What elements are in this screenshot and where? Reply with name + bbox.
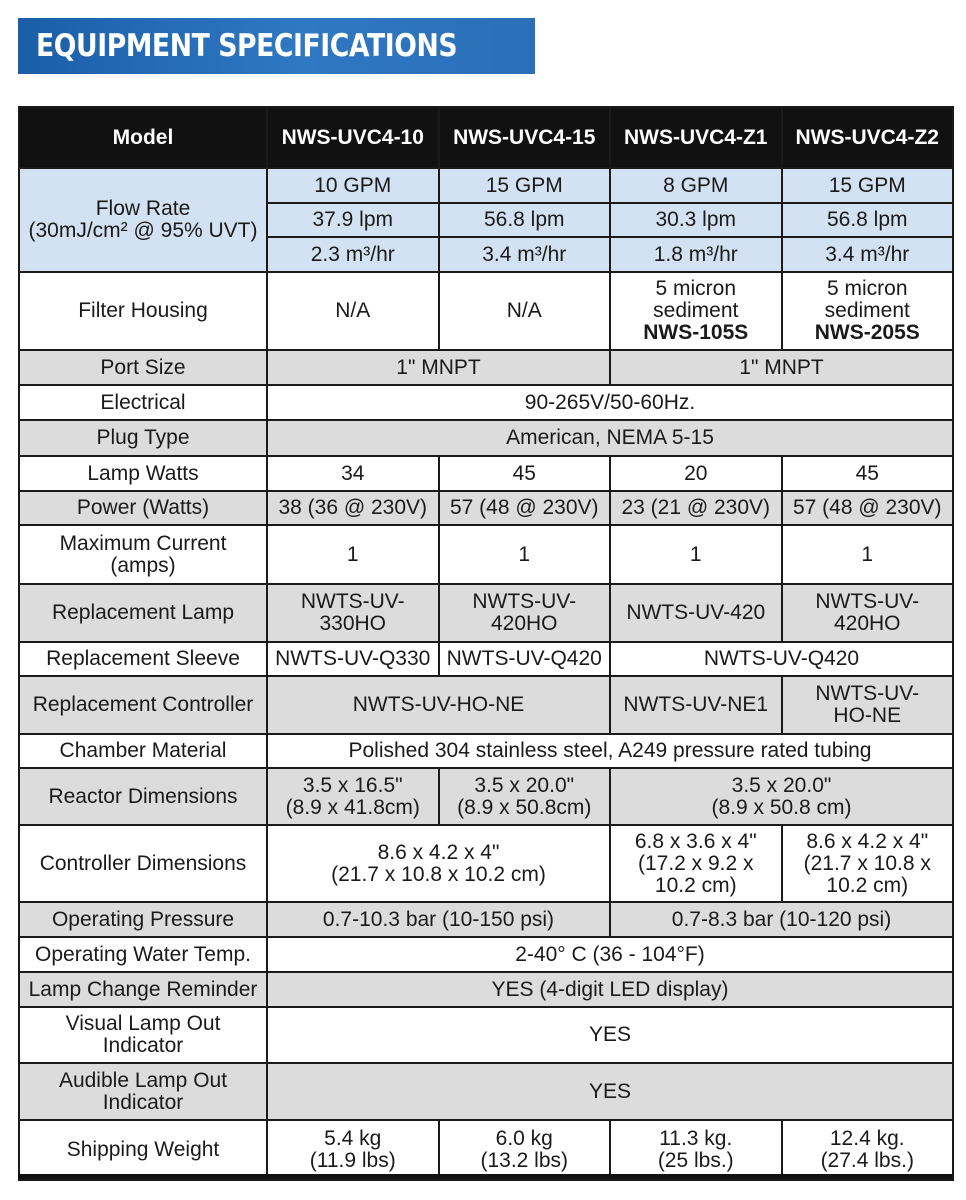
replacement-lamp-4: NWTS-UV-420HO [782,584,954,642]
power-3: 23 (21 @ 230V) [610,491,782,525]
audible-lamp-out-row [19,1063,953,1120]
shipping-weight-row [19,1120,953,1180]
header-model-2: NWS-UVC4-15 [439,107,611,168]
operating-pressure-b: 0.7-8.3 bar (10-120 psi) [610,902,953,937]
replacement-controller-b: NWTS-UV-NE1 [610,676,782,734]
operating-temp-label: Operating Water Temp. [19,937,267,972]
visual-lamp-out-label-line1: Visual Lamp Out [65,1012,221,1035]
reactor-dimensions-c [610,768,953,825]
shipping-weight-2 [439,1120,611,1180]
lamp-change-reminder-row [19,972,953,1007]
filter-housing-3-line2: sediment [653,299,739,322]
flow-gpm-3: 8 GPM [610,168,782,203]
replacement-controller-label: Replacement Controller [19,676,267,734]
shipping-weight-label: Shipping Weight [19,1120,267,1180]
power-2: 57 (48 @ 230V) [439,491,611,525]
audible-lamp-out-label-line1: Audible Lamp Out [58,1068,228,1092]
electrical-row [19,385,953,420]
replacement-sleeve-1: NWTS-UV-Q330 [267,642,439,676]
flow-gpm-4: 15 GPM [782,168,954,203]
flow-gpm-1: 10 GPM [267,168,439,203]
flow-lpm-1: 37.9 lpm [267,203,439,237]
max-current-label-line2: (amps) [110,553,176,577]
filter-housing-4 [782,272,954,350]
flow-rate-gpm-row [19,168,953,203]
electrical-value: 90-265V/50-60Hz. [267,385,953,420]
plug-type-label: Plug Type [19,420,267,456]
audible-lamp-out-label-line2: Indicator [102,1090,184,1114]
filter-housing-4-line2: sediment [824,299,910,322]
shipping-weight-1-lbs: (11.9 lbs) [309,1149,396,1172]
controller-dimensions-b-line1: 6.8 x 3.6 x 4" [634,829,757,853]
filter-housing-row [19,272,953,350]
reactor-dimensions-label: Reactor Dimensions [19,768,267,825]
filter-housing-2: N/A [439,272,611,350]
filter-housing-label: Filter Housing [19,272,267,350]
operating-temp-row [19,937,953,972]
max-current-label-line1: Maximum Current [59,531,227,555]
flow-rate-label-line1: Flow Rate [95,197,191,220]
section-title: EQUIPMENT SPECIFICATIONS [36,28,458,64]
replacement-controller-c-line1: NWTS-UV- [815,682,920,705]
controller-dimensions-c [782,825,954,902]
shipping-weight-2-kg: 6.0 kg [495,1127,553,1150]
reactor-dimensions-row [19,768,953,825]
operating-temp-value: 2-40° C (36 - 104°F) [267,937,953,972]
replacement-lamp-label: Replacement Lamp [19,584,267,642]
electrical-label: Electrical [19,385,267,420]
lamp-watts-label: Lamp Watts [19,456,267,491]
visual-lamp-out-label-line2: Indicator [102,1034,184,1057]
header-row [19,107,953,168]
shipping-weight-1 [267,1120,439,1180]
controller-dimensions-a-line2: (21.7 x 10.8 x 10.2 cm) [331,862,546,886]
lamp-watts-2: 45 [439,456,611,491]
reactor-dimensions-c-line2: (8.9 x 50.8 cm) [711,795,852,819]
plug-type-value: American, NEMA 5-15 [267,420,953,456]
header-model-4: NWS-UVC4-Z2 [782,107,954,168]
replacement-sleeve-2: NWTS-UV-Q420 [439,642,611,676]
flow-gpm-2: 15 GPM [439,168,611,203]
visual-lamp-out-value: YES [267,1007,953,1063]
filter-housing-3-line1: 5 micron [655,277,737,300]
replacement-controller-c [782,676,954,734]
flow-lpm-4: 56.8 lpm [782,203,954,237]
operating-pressure-row [19,902,953,937]
shipping-weight-2-lbs: (13.2 lbs) [480,1149,569,1172]
flow-m3hr-3: 1.8 m³/hr [610,237,782,272]
max-current-1: 1 [267,525,439,584]
flow-m3hr-2: 3.4 m³/hr [439,237,611,272]
controller-dimensions-a-line1: 8.6 x 4.2 x 4" [377,840,500,864]
replacement-lamp-1: NWTS-UV-330HO [267,584,439,642]
max-current-4: 1 [782,525,954,584]
flow-m3hr-4: 3.4 m³/hr [782,237,954,272]
lamp-watts-1: 34 [267,456,439,491]
max-current-label [19,525,267,584]
filter-housing-3-model: NWS-105S [643,321,749,344]
shipping-weight-1-kg: 5.4 kg [324,1127,382,1150]
controller-dimensions-b-line2: (17.2 x 9.2 x [637,851,754,875]
controller-dimensions-b [610,825,782,902]
power-row [19,491,953,525]
flow-m3hr-1: 2.3 m³/hr [267,237,439,272]
reactor-dimensions-a [267,768,439,825]
flow-lpm-2: 56.8 lpm [439,203,611,237]
port-size-b: 1" MNPT [610,350,953,385]
plug-type-row [19,420,953,456]
shipping-weight-3 [610,1120,782,1180]
port-size-label: Port Size [19,350,267,385]
replacement-controller-a: NWTS-UV-HO-NE [267,676,610,734]
lamp-change-reminder-value: YES (4-digit LED display) [267,972,953,1007]
operating-pressure-label: Operating Pressure [19,902,267,937]
spec-table [18,106,954,1181]
chamber-material-value: Polished 304 stainless steel, A249 pressure rated tubing [267,734,953,768]
controller-dimensions-c-line3: 10.2 cm) [826,873,909,897]
max-current-2: 1 [439,525,611,584]
audible-lamp-out-label [19,1063,267,1120]
replacement-controller-row [19,676,953,734]
operating-pressure-a: 0.7-10.3 bar (10-150 psi) [267,902,610,937]
controller-dimensions-row [19,825,953,902]
power-label: Power (Watts) [19,491,267,525]
shipping-weight-4-kg: 12.4 kg. [829,1127,905,1150]
visual-lamp-out-row [19,1007,953,1063]
max-current-3: 1 [610,525,782,584]
shipping-weight-3-lbs: (25 lbs.) [657,1149,734,1172]
reactor-dimensions-a-line2: (8.9 x 41.8cm) [285,795,420,819]
max-current-row [19,525,953,584]
reactor-dimensions-a-line1: 3.5 x 16.5" [302,773,403,797]
chamber-material-label: Chamber Material [19,734,267,768]
controller-dimensions-a [267,825,610,902]
power-1: 38 (36 @ 230V) [267,491,439,525]
reactor-dimensions-b-line2: (8.9 x 50.8cm) [457,795,592,819]
header-model-3: NWS-UVC4-Z1 [610,107,782,168]
replacement-lamp-3: NWTS-UV-420 [610,584,782,642]
shipping-weight-4 [782,1120,954,1180]
replacement-sleeve-row [19,642,953,676]
shipping-weight-4-lbs: (27.4 lbs.) [820,1149,914,1172]
visual-lamp-out-label [19,1007,267,1063]
power-4: 57 (48 @ 230V) [782,491,954,525]
replacement-sleeve-label: Replacement Sleeve [19,642,267,676]
filter-housing-4-line1: 5 micron [826,277,908,300]
section-banner [18,18,535,74]
filter-housing-1: N/A [267,272,439,350]
bottom-rule [18,1174,952,1179]
lamp-watts-3: 20 [610,456,782,491]
chamber-material-row [19,734,953,768]
controller-dimensions-b-line3: 10.2 cm) [654,873,737,897]
replacement-controller-c-line2: HO-NE [833,704,902,727]
replacement-lamp-row [19,584,953,642]
replacement-lamp-2: NWTS-UV-420HO [439,584,611,642]
header-model-1: NWS-UVC4-10 [267,107,439,168]
lamp-change-reminder-label: Lamp Change Reminder [19,972,267,1007]
controller-dimensions-c-line2: (21.7 x 10.8 x [803,851,931,875]
flow-rate-label [19,168,267,272]
lamp-watts-row [19,456,953,491]
flow-lpm-3: 30.3 lpm [610,203,782,237]
controller-dimensions-label: Controller Dimensions [19,825,267,902]
header-model-label: Model [19,107,267,168]
filter-housing-4-model: NWS-205S [814,321,920,344]
controller-dimensions-c-line1: 8.6 x 4.2 x 4" [806,829,929,853]
port-size-a: 1" MNPT [267,350,610,385]
reactor-dimensions-c-line1: 3.5 x 20.0" [731,773,832,797]
lamp-watts-4: 45 [782,456,954,491]
audible-lamp-out-value: YES [267,1063,953,1120]
shipping-weight-3-kg: 11.3 kg. [659,1127,733,1150]
flow-rate-label-line2: (30mJ/cm² @ 95% UVT) [28,219,258,242]
reactor-dimensions-b-line1: 3.5 x 20.0" [474,773,575,797]
replacement-sleeve-3: NWTS-UV-Q420 [610,642,953,676]
port-size-row [19,350,953,385]
filter-housing-3 [610,272,782,350]
reactor-dimensions-b [439,768,611,825]
